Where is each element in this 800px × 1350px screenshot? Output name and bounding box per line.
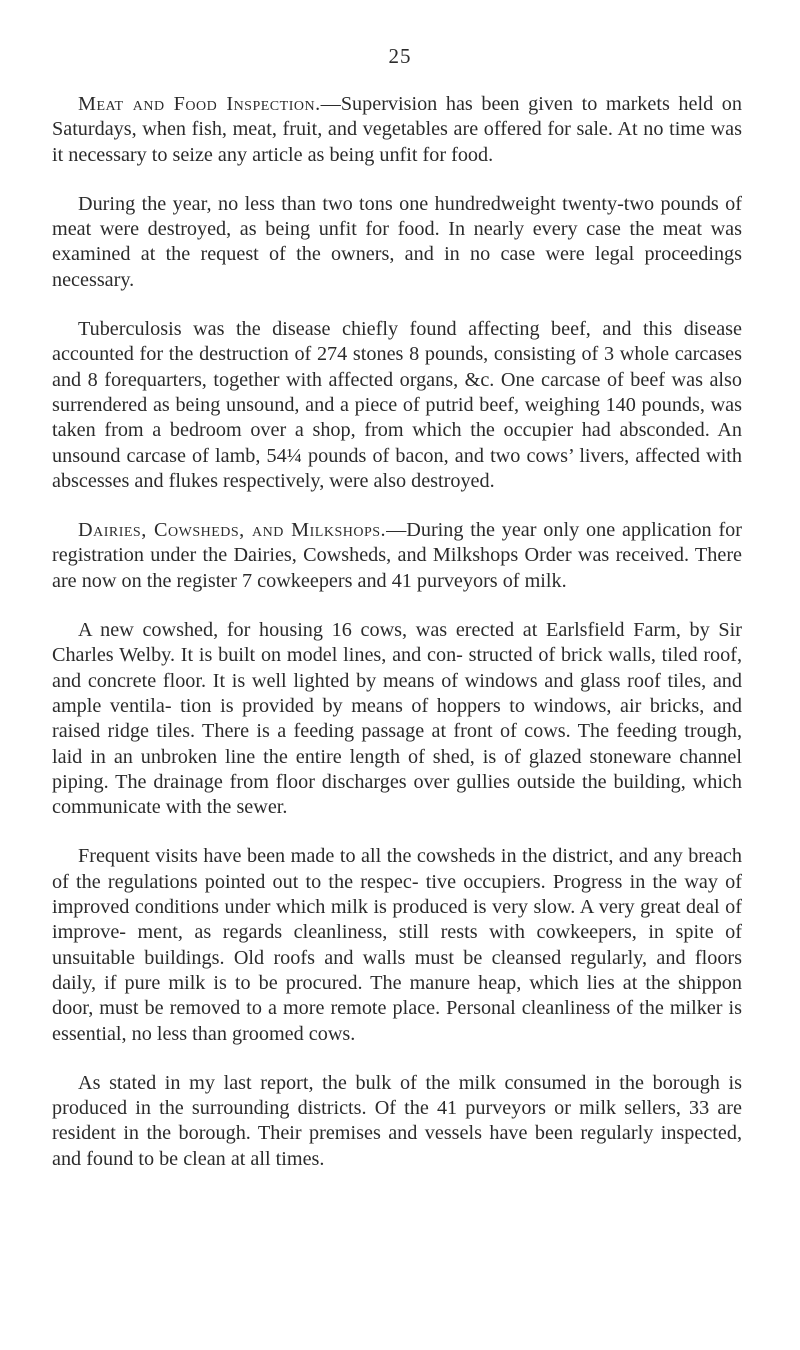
paragraph-text: Tuberculosis was the disease chiefly found affecting beef, and this disease accounted for the destruction of 274 stones 8 pounds, consisting of 3 whole carcases and 8 forequarters, together with affected organs, &c. One carcase of beef was also surrendered as being unsound, and a piece of putrid beef, weighing 140 pounds, was taken from a bedroom over a shop, from which the occupier had absconded. An unsound carcase of lamb, 54¼ pounds of bacon, and two cows’ livers, affected with abscesses and flukes respectively, were also destroyed. — [52, 318, 742, 492]
paragraph-milk-supply — [52, 1071, 742, 1172]
paragraph-text: A new cowshed, for housing 16 cows, was erected at Earlsfield Farm, by Sir Charles Welby. It is built on model lines, and con- structed of brick walls, tiled roof, and concrete floor. It is well lighted by means of windows and glass roof tiles, and ample ventila- tion is provided by means of hoppers to windows, air bricks, and raised ridge tiles. There is a feeding passage at front of cows. The feeding trough, laid in an unbroken line the entire length of shed, is of glazed stoneware channel piping. The drainage from floor discharges over gullies outside the building, which communicate with the sewer. — [52, 619, 742, 819]
paragraph-tuberculosis — [52, 317, 742, 494]
report-body — [52, 92, 742, 1196]
page-number: 25 — [388, 44, 412, 68]
section-heading-dairies-cowsheds-milkshops: Dairies, Cowsheds, and Milkshops. — [78, 519, 387, 542]
paragraph-new-cowshed — [52, 618, 742, 820]
paragraph-dairies-cowsheds-milkshops — [52, 518, 742, 594]
paragraph-text: During the year, no less than two tons one hundredweight twenty-two pounds of meat were destroyed, as being unfit for food. In nearly every case the meat was examined at the request of the owners, and in no case were legal proceedings necessary. — [52, 192, 742, 291]
paragraph-text: —Supervision has been given to markets held on Saturdays, when fish, meat, fruit, and vegetables are offered for sale. At no time was it necessary to seize any article as being unfit for food. — [52, 93, 742, 166]
paragraph-text: —During the year only one application for registration under the Dairies, Cowsheds, and Milkshops Order was received. There are now on the register 7 cowkeepers and 41 purveyors of milk. — [52, 519, 743, 592]
paragraph-text: As stated in my last report, the bulk of the milk consumed in the borough is produced in the surrounding districts. Of the 41 purveyors or milk sellers, 33 are resident in the borough. Their premises and vessels have been regularly inspected, and found to be clean at all times. — [52, 1071, 742, 1170]
paragraph-text: Frequent visits have been made to all the cowsheds in the district, and any breach of the regulations pointed out to the respec- tive occupiers. Progress in the way of improved conditions under which milk is produced is very slow. A very great deal of improve- ment, as regards cleanliness, still rests with cowkeepers, in spite of unsuitable buildings. Old roofs and walls must be cleansed regularly, and floors daily, if pure milk is to be procured. The manure heap, which lies at the shippon door, must be removed to a more remote place. Personal cleanliness of the milker is essential, no less than groomed cows. — [52, 845, 742, 1045]
section-heading-meat-food-inspection: Meat and Food Inspection. — [78, 93, 321, 115]
paragraph-meat-food-inspection — [52, 92, 742, 168]
paragraph-meat-destroyed — [52, 192, 742, 293]
paragraph-frequent-visits — [52, 844, 742, 1046]
